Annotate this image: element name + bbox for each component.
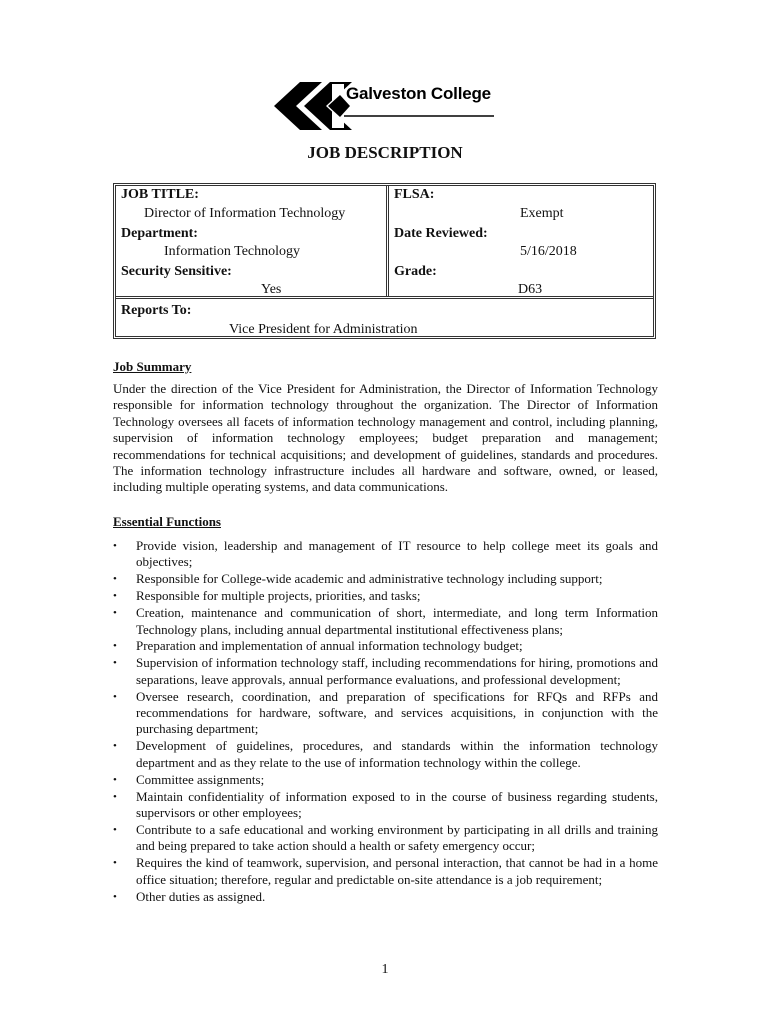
list-item [113, 689, 658, 738]
bullet-icon: • [113, 573, 117, 586]
list-item [113, 889, 658, 905]
list-item [113, 638, 658, 654]
bullet-icon: • [113, 607, 117, 620]
list-item-text: Preparation and implementation of annual information technology budget; [136, 638, 523, 654]
list-item [113, 772, 658, 788]
bullet-icon: • [113, 773, 117, 786]
job-title-label: JOB TITLE: [121, 187, 199, 202]
list-item-text: Supervision of information technology staff, including recommendations for hiring, promotions and separations, leave approvals, annual performance evaluations, and professional development; [136, 655, 658, 687]
list-item-text: Requires the kind of teamwork, supervision, and personal interaction, that cannot be had in a home office situation; therefore, regular and predictable on-site attendance is a job requirement; [136, 855, 658, 887]
list-item-text: Provide vision, leadership and management of IT resource to help college meet its goals and objectives; [136, 538, 658, 570]
date-reviewed-label: Date Reviewed: [394, 226, 488, 241]
security-sensitive-value: Yes [261, 282, 282, 297]
security-sensitive-label: Security Sensitive: [121, 264, 232, 279]
list-item-text: Responsible for multiple projects, priorities, and tasks; [136, 588, 421, 604]
list-item [113, 588, 658, 604]
flsa-value: Exempt [520, 206, 564, 221]
job-summary-heading: Job Summary [113, 359, 192, 374]
list-item [113, 822, 658, 855]
bullet-icon: • [113, 640, 117, 653]
job-title-value: Director of Information Technology [144, 206, 346, 221]
essential-functions-list [113, 538, 658, 905]
list-item [113, 571, 658, 587]
bullet-icon: • [113, 540, 117, 552]
table-divider [386, 186, 389, 297]
bullet-icon: • [113, 740, 117, 753]
grade-label: Grade: [394, 264, 437, 279]
list-item-text: Other duties as assigned. [136, 888, 266, 904]
page-number: 1 [381, 962, 389, 977]
list-item-text: Committee assignments; [136, 771, 265, 787]
list-item [113, 789, 658, 822]
department-value: Information Technology [164, 244, 301, 259]
flsa-label: FLSA: [394, 187, 435, 202]
list-item [113, 605, 658, 638]
grade-value: D63 [518, 282, 543, 297]
list-item [113, 738, 658, 771]
date-reviewed-value: 5/16/2018 [520, 244, 577, 259]
bullet-icon: • [113, 857, 117, 870]
essential-functions-heading: Essential Functions [113, 514, 221, 529]
page-title: JOB DESCRIPTION [307, 143, 463, 162]
job-summary-text: Under the direction of the Vice President for Administration, the Director of Information Technology responsible for information technology throughout the organization. The Director of Information Technology oversees all facets of information technology management and control, including planning, supervision of information technology employees; budget preparation and management; recommendations for technical acquisitions; and development of guidelines, standards and procedures. The information technology infrastructure includes all hardware and software, owned, or leased, including multiple operating systems, and data communications. [113, 381, 658, 495]
list-item-text: Maintain confidentiality of information exposed to in the course of business regarding students, supervisors or other employees; [136, 788, 658, 820]
table-divider [116, 296, 653, 299]
bullet-icon: • [113, 790, 117, 803]
list-item [113, 655, 658, 688]
list-item-text: Development of guidelines, procedures, and standards within the information technology department and as they relate to the use of information technology within the college. [136, 738, 658, 770]
list-item-text: Contribute to a safe educational and working environment by participating in all drills and training and being prepared to take action should a health or safety emergency occur; [136, 821, 658, 854]
list-item [113, 538, 658, 571]
list-item-text: Oversee research, coordination, and preparation of specifications for RFQs and RFPs and recommendations for hardware, software, and services acquisitions, in conjunction with the purchasing department; [136, 688, 658, 737]
bullet-icon: • [113, 590, 117, 603]
list-item-text: Creation, maintenance and communication of short, intermediate, and long term Information Technology plans, including annual departmental institutional effectiveness plans; [136, 605, 658, 637]
bullet-icon: • [113, 823, 117, 836]
list-item-text: Responsible for College-wide academic and administrative technology including support; [136, 571, 603, 587]
reports-to-value: Vice President for Administration [229, 322, 418, 337]
logo-text: Galveston College [346, 84, 491, 103]
bullet-icon: • [113, 657, 117, 670]
reports-to-label: Reports To: [121, 303, 192, 318]
department-label: Department: [121, 226, 198, 241]
list-item [113, 855, 658, 888]
bullet-icon: • [113, 890, 117, 903]
bullet-icon: • [113, 690, 117, 703]
job-info-table [113, 183, 656, 339]
